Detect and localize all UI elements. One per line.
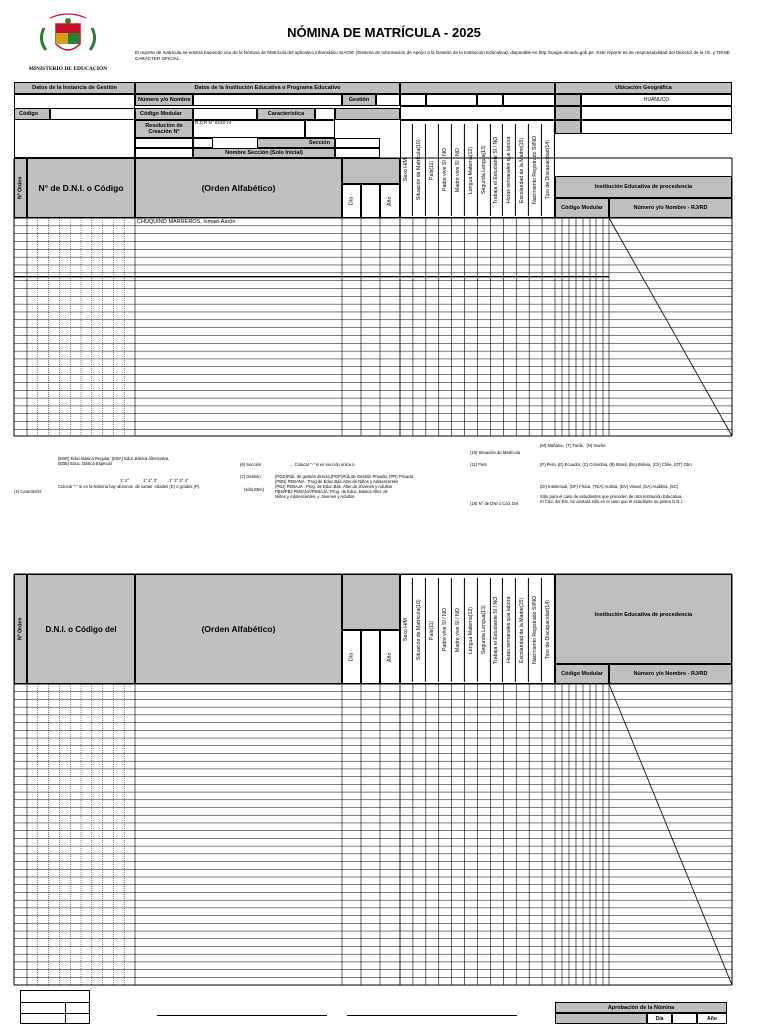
numero-nombre-label: Número y/o Nombre bbox=[135, 94, 193, 106]
t2-vh-col-0: Sexo H/M bbox=[400, 578, 413, 682]
ministry-name: MINISTERIO DE EDUCACIÓN bbox=[28, 66, 108, 72]
t1-vh-col-3: Padre vive SI / NO bbox=[439, 124, 452, 216]
t2-vh-col-7: Trabaja el Estudiante SI / NO bbox=[490, 578, 503, 682]
t1-anio-label: Año bbox=[387, 196, 393, 206]
signature-line-2 bbox=[347, 1015, 517, 1016]
t1-cod-modular-header: Código Modular bbox=[555, 198, 609, 218]
note-procedencia: Sólo para el caso de estudiantes que proceden de otra Institución Educativa. El Cód. del Est. Se anotará sólo en el caso que el estudiante no posea D.N.I. bbox=[540, 494, 683, 504]
t1-orden-label: Nº Orden bbox=[17, 176, 24, 200]
note-sit-matricula: (10) Situación de Matrícula bbox=[470, 450, 521, 455]
t2-num-nombre-header: Número y/o Nombre - RJ/RD bbox=[609, 664, 732, 684]
t1-vh-col-6: Segunda Lengua(13) bbox=[478, 124, 491, 216]
aprobacion-header: Aprobación de la Nómina bbox=[555, 1002, 727, 1013]
note-gestion-eba: (sólo EBA) bbox=[244, 487, 265, 492]
caracteristica-label: Característica bbox=[257, 108, 315, 120]
t1-vh-col-4: Madre vive SI / NO bbox=[452, 124, 465, 216]
aprobacion-anio: Año bbox=[697, 1013, 727, 1024]
t2-dni-header: D.N.I. o Código del bbox=[27, 574, 135, 684]
t1-vh-col-0: Sexo H/M bbox=[400, 124, 413, 216]
t1-dia-label: Día bbox=[348, 196, 355, 206]
t1-vh-col-9: Escolaridad de la Madre(15) bbox=[516, 124, 529, 216]
t2-cod-modular-header: Código Modular bbox=[555, 664, 609, 684]
codigo-label: Código bbox=[14, 108, 50, 120]
t1-vh-col-10: Nacimiento Registrado SI/NO bbox=[529, 124, 542, 216]
gestion-label: Gestión bbox=[342, 94, 376, 106]
note-caracteristica: (4) Característ. bbox=[14, 489, 42, 494]
t2-vh-col-2: País(11) bbox=[426, 578, 439, 682]
aprobacion-gray bbox=[555, 1013, 647, 1024]
ubicacion-header: Ubicación Geográfica bbox=[555, 82, 732, 94]
note-turno: (M) Mañana, (T) Tarde, (N) Noche bbox=[540, 443, 606, 448]
nombre-seccion-label: Nombre Sección (Solo Inicial) bbox=[193, 148, 335, 158]
note-ebr: (EBR) Educ.Básica Regular, (EBA) Educ.Básica Alternativa, (EBE) Educ. Básica Especial bbox=[58, 456, 170, 466]
aprobacion-mes bbox=[672, 1013, 697, 1024]
t1-vh-col-11: Tipo de Discapacidad(14) bbox=[542, 124, 555, 216]
seccion-label: Sección bbox=[257, 138, 335, 148]
t2-vh-col-6: Segunda Lengua(13) bbox=[478, 578, 491, 682]
note-dni: (16) N° de DNI o Cód. Del bbox=[470, 501, 519, 506]
t2-vh-col-3: Padre vive SI / NO bbox=[439, 578, 452, 682]
note-pais: (11) País bbox=[470, 462, 487, 467]
note-discapacidad: (DI) Intelectual, (DF) Física, (TEA) Autista, (DV) Visual, (DA) Auditiva, (SC) bbox=[540, 484, 679, 489]
t2-inst-proc-header: Institución Educativa de procedencia bbox=[594, 612, 693, 618]
t2-dia-label: Día bbox=[348, 652, 355, 662]
codigo-modular-label: Código Modular bbox=[135, 108, 193, 120]
note-paises: (P) Perú, (E) Ecuador, (C) Colombia, (B) Brasil, (Bo) Bolivia, (Ch) Chile, (OT) Otro bbox=[540, 462, 692, 467]
ubicacion-value-box: HUÁNUCO bbox=[581, 94, 732, 106]
t2-vh-col-5: Lengua Materna(12) bbox=[465, 578, 478, 682]
t2-orden-label: Nº Orden bbox=[17, 617, 24, 641]
t2-vh-col-10: Nacimiento Registrado SI/NO bbox=[529, 578, 542, 682]
t1-vh-col-8: Horas semanales que labora bbox=[503, 124, 516, 216]
datos-ie-header: Datos de la Institución Educativa o Programa Educativo bbox=[135, 82, 400, 94]
t1-first-row-name: CHUQUINO MARREROS, Ismael Aarón bbox=[137, 219, 236, 225]
t2-vh-col-11: Tipo de Discapacidad(14) bbox=[542, 578, 555, 682]
t1-nombre-header: (Orden Alfabético) bbox=[135, 158, 342, 218]
t2-vh-col-9: Escolaridad de la Madre(15) bbox=[516, 578, 529, 682]
t2-vh-col-1: Situación de Matrícula(10) bbox=[413, 578, 426, 682]
note-seccion-text: ... Colocar "-" si es sección única o bbox=[290, 462, 355, 467]
t1-num-nombre-header: Número y/o Nombre - RJ/RD bbox=[609, 198, 732, 218]
note-seccion: (6) Sección bbox=[240, 462, 262, 467]
footer-left-cell bbox=[65, 1002, 90, 1024]
t1-vh-col-2: País(11) bbox=[426, 124, 439, 216]
t1-inst-proc-header: Institución Educativa de procedencia bbox=[555, 176, 732, 198]
gestion-instancia-header: Datos de la Instancia de Gestión bbox=[14, 82, 135, 94]
resolucion-label: Resolución de Creación N° bbox=[135, 120, 193, 138]
signature-line-1 bbox=[157, 1015, 327, 1016]
t2-vh-col-8: Horas semanales que labora bbox=[503, 578, 516, 682]
page-description: El reporte de matrícula se emitirá haciendo uso de la Nómina de Matrícula del aplicativo informático SIAGIE (Sistema de Información de Apoyo a la Gestión de la Institución Educativa), disponible en http://siagie.minedu.gob.pe. Este reporte es de responsabilidad del Director de la I.E. y TIENE CARÁCTER OFICIAL. bbox=[135, 50, 730, 61]
t2-anio-label: Año bbox=[387, 652, 393, 662]
t1-vh-col-5: Lengua Materna(12) bbox=[465, 124, 478, 216]
t1-dni-header: N° de D.N.I. o Código bbox=[27, 158, 135, 218]
note-gestion: (7) Gestión bbox=[240, 474, 261, 479]
resolucion-value: R.D.R N° 0443-74 bbox=[195, 120, 232, 125]
t2-nombre-header: (Orden Alfabético) bbox=[135, 574, 342, 684]
note-caract-text: Colocar "-" si en la Nómina hay alumnos de varias edades (E) o grados (P). bbox=[58, 484, 201, 489]
t2-vh-col-4: Madre vive SI / NO bbox=[452, 578, 465, 682]
aprobacion-dia: Día bbox=[647, 1013, 672, 1024]
page-title: NÓMINA DE MATRÍCULA - 2025 bbox=[287, 25, 481, 40]
t1-vh-col-7: Trabaja el Estudiante SI / NO bbox=[490, 124, 503, 216]
note-gestion-text: (PGD)Púb. de gestión directa,(PGP)Púb.de Gestión Privada, (PR) Privada (PBN) PEBANA : Prog.de Educ.Bás.Alter.de Niños y Adolescentes (PBJ) PEBAJA : Prog. de Educ.Bás. Alter.de Jóvenes y Adultos PBN/PBJ PEBANA/PEBAJA: Prog. de Educ. Básica Alter. de Niños y Adolescentes, y Jóvenes y Adultos. bbox=[275, 474, 414, 499]
note-caract-codes: 1° 2° 1° 2° 3° 1° 2° 3° 4° bbox=[120, 478, 189, 483]
t1-vh-col-1: Situación de Matrícula(10) bbox=[413, 124, 426, 216]
